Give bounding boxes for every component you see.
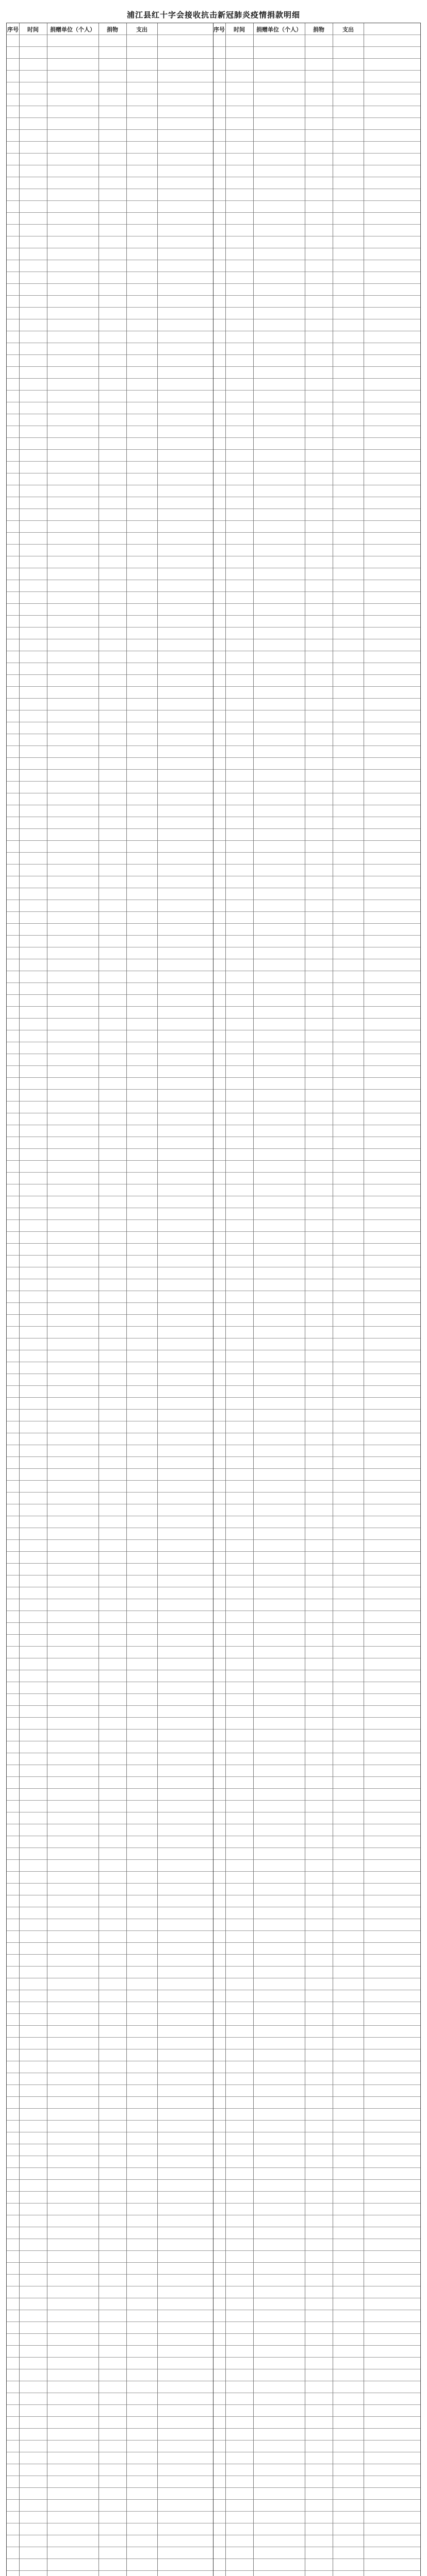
column-divider [19, 23, 20, 2576]
col-header-goods: 捐物 [107, 27, 118, 33]
col-header-goods: 捐物 [313, 27, 324, 33]
column-divider [98, 23, 99, 2576]
col-header-expense: 支出 [342, 27, 354, 33]
col-header-index: 序号 [7, 27, 19, 33]
col-header-index: 序号 [213, 27, 225, 33]
col-header-date: 时间 [27, 27, 39, 33]
col-header-donor: 捐赠单位（个人） [256, 27, 302, 33]
col-header-date: 时间 [234, 27, 245, 33]
col-header-expense: 支出 [136, 27, 147, 33]
column-divider [253, 23, 254, 2576]
page-title: 浦江县红十字会接收抗击新冠肺炎疫情捐款明细 [126, 11, 300, 20]
column-divider [225, 23, 226, 2576]
column-divider [157, 23, 158, 2576]
donation-ledger-table [6, 23, 421, 2576]
col-header-donor: 捐赠单位（个人） [50, 27, 95, 33]
column-divider [126, 23, 127, 2576]
